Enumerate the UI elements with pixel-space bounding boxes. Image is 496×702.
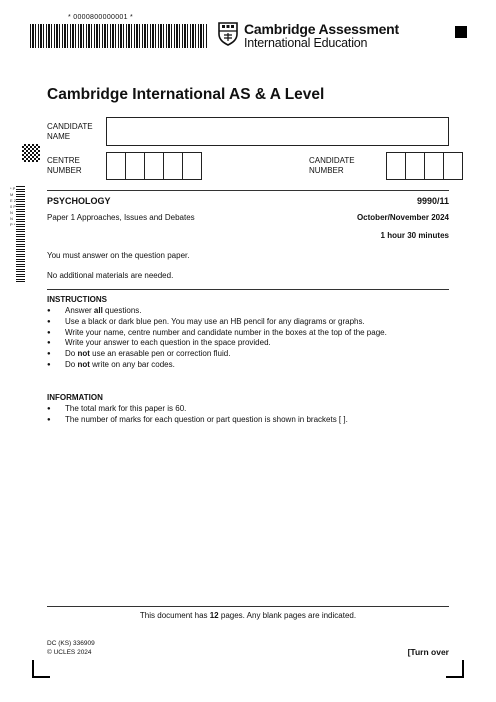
centre-number-cell[interactable] — [163, 152, 183, 180]
paper-code: 9990/11 — [416, 196, 449, 206]
centre-number-cell[interactable] — [125, 152, 145, 180]
document-reference: DC (KS) 336909 — [47, 640, 95, 647]
instruction-item: ● Do not use an erasable pen or correction fluid. — [47, 349, 449, 360]
centre-number-cell[interactable] — [144, 152, 164, 180]
candidate-name-label: CANDIDATE NAME — [47, 122, 93, 141]
copyright: © UCLES 2024 — [47, 649, 92, 656]
answer-note: You must answer on the question paper. — [47, 251, 190, 260]
information-item: ● The number of marks for each question or part question is shown in brackets [ ]. — [47, 415, 449, 426]
cambridge-crest-logo — [218, 22, 238, 46]
centre-number-field[interactable] — [107, 152, 202, 180]
turn-over-label: [Turn over — [407, 647, 449, 657]
crop-mark — [446, 676, 464, 678]
instructions-list — [47, 306, 449, 371]
barcode-number: * 0000800000001 * — [68, 14, 134, 21]
candidate-number-cell[interactable] — [443, 152, 463, 180]
centre-number-label: CENTRE NUMBER — [47, 156, 82, 175]
instructions-heading: INSTRUCTIONS — [47, 295, 107, 304]
brand-name: Cambridge Assessment — [244, 21, 399, 37]
information-list — [47, 404, 449, 426]
candidate-number-cell[interactable] — [405, 152, 425, 180]
candidate-number-field[interactable] — [387, 152, 463, 180]
instruction-item: ● Use a black or dark blue pen. You may use an HB pencil for any diagrams or graphs. — [47, 317, 449, 328]
page-count-note: This document has 12 pages. Any blank pages are indicated. — [139, 611, 357, 620]
instruction-item: ● Answer all questions. — [47, 306, 449, 317]
instruction-item: ● Write your name, centre number and candidate number in the boxes at the top of the page. — [47, 328, 449, 339]
instruction-item: ● Write your answer to each question in the space provided. — [47, 338, 449, 349]
divider — [47, 190, 449, 191]
exam-session: October/November 2024 — [356, 213, 449, 222]
candidate-number-label: CANDIDATE NUMBER — [309, 156, 355, 175]
footer-divider — [47, 606, 449, 607]
centre-number-cell[interactable] — [182, 152, 202, 180]
qr-code — [22, 144, 40, 162]
top-barcode — [30, 24, 208, 48]
centre-number-cell[interactable] — [106, 152, 126, 180]
paper-title: Paper 1 Approaches, Issues and Debates — [47, 213, 195, 222]
page-title: Cambridge International AS & A Level — [47, 86, 325, 103]
information-item: ● The total mark for this paper is 60. — [47, 404, 449, 415]
candidate-number-cell[interactable] — [424, 152, 444, 180]
subject-name: PSYCHOLOGY — [47, 196, 111, 206]
exam-duration: 1 hour 30 minutes — [380, 231, 449, 240]
materials-note: No additional materials are needed. — [47, 271, 174, 280]
brand-subname: International Education — [244, 36, 368, 50]
instruction-item: ● Do not write on any bar codes. — [47, 360, 449, 371]
divider — [47, 289, 449, 290]
candidate-number-cell[interactable] — [386, 152, 406, 180]
registration-mark — [455, 26, 467, 38]
side-barcode-text: * P M E 2 0 P N N P * — [10, 186, 17, 227]
candidate-name-field[interactable] — [106, 117, 449, 146]
information-heading: INFORMATION — [47, 393, 103, 402]
crop-mark — [32, 676, 50, 678]
side-barcode — [16, 186, 25, 282]
